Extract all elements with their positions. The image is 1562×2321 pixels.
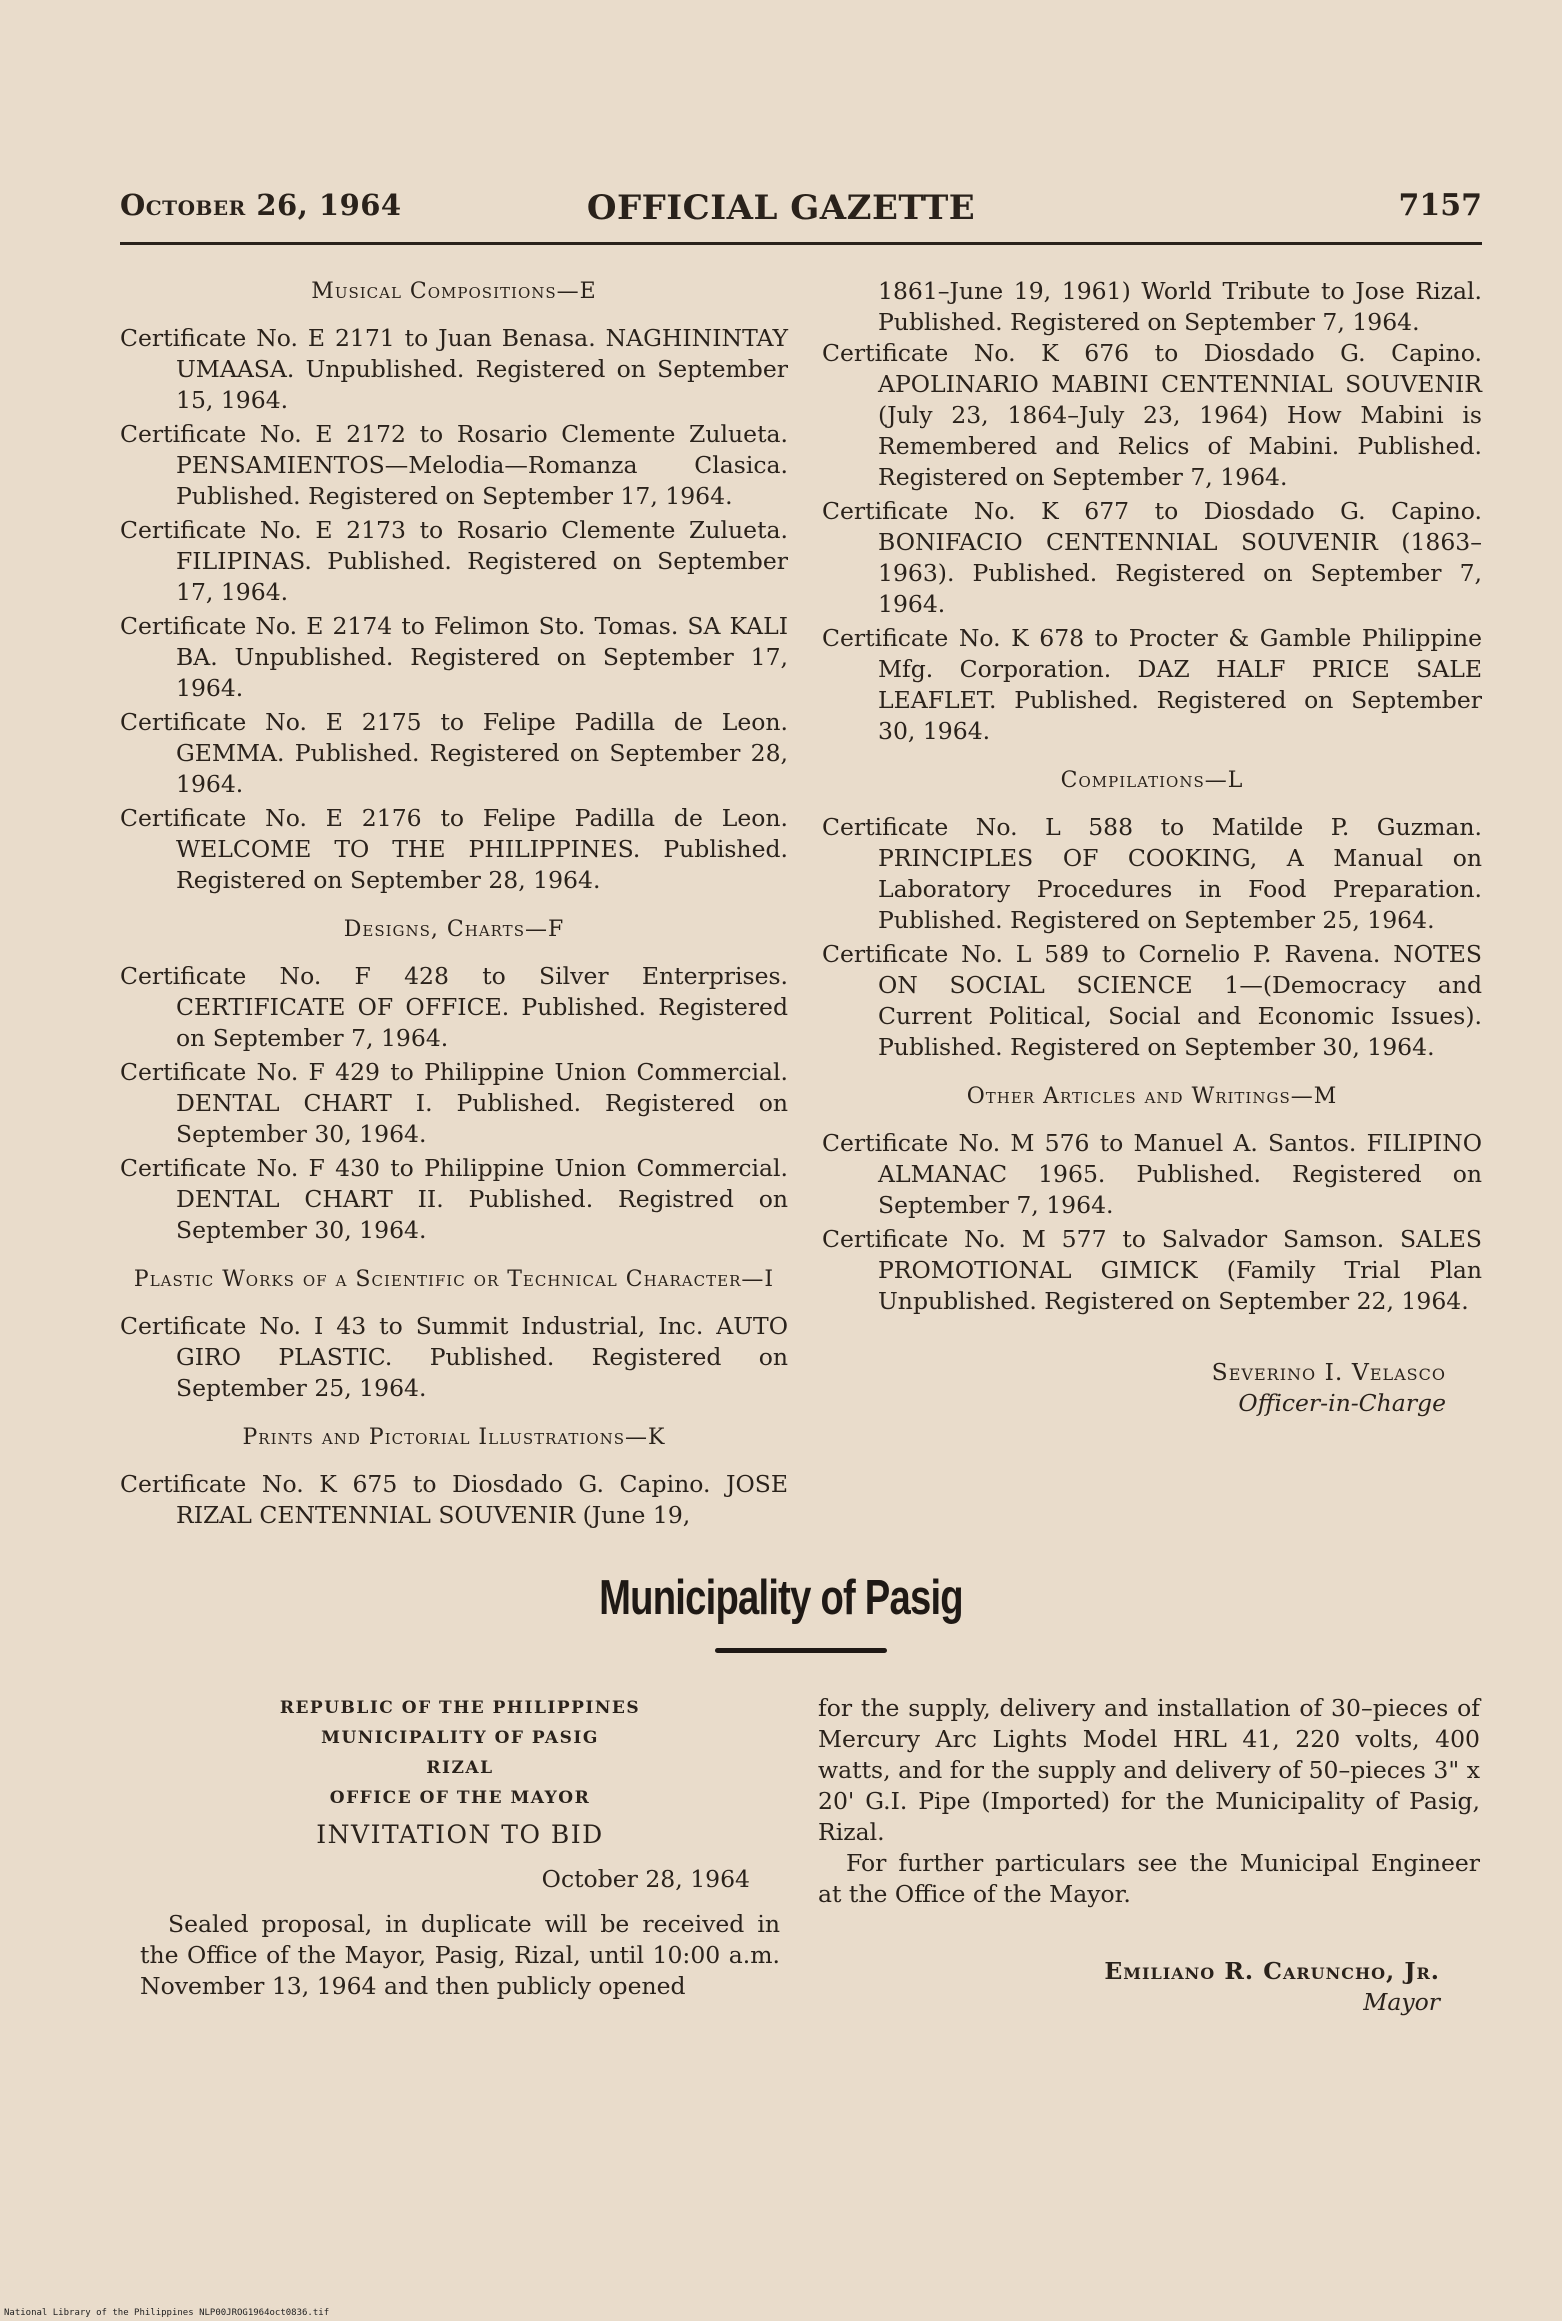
- certificate-entry: Certificate No. E 2176 to Felipe Padilla de Leon. WELCOME TO THE PHILIPPINES. Published. Registered on September 28, 1964.: [120, 804, 788, 894]
- certificate-entry: Certificate No. F 428 to Silver Enterprises. CERTIFICATE OF OFFICE. Published. Registered on September 7, 1964.: [120, 962, 788, 1052]
- municipality-title-rule: [715, 1648, 887, 1653]
- header-rule: [120, 242, 1482, 245]
- section-heading: Plastic Works of a Scientific or Technical Character—I: [133, 1267, 775, 1292]
- municipality-title: Municipality of Pasig: [599, 1571, 963, 1625]
- section-heading: Other Articles and Writings—M: [966, 1084, 1338, 1109]
- certificate-entry: Certificate No. E 2174 to Felimon Sto. Tomas. SA KALI BA. Unpublished. Registered on September 17, 1964.: [120, 612, 788, 702]
- certificate-entry: Certificate No. K 675 to Diosdado G. Capino. JOSE RIZAL CENTENNIAL SOUVENIR (June 19,: [120, 1470, 788, 1529]
- certificate-entry: Certificate No. L 588 to Matilde P. Guzman. PRINCIPLES OF COOKING, A Manual on Laboratory Procedures in Food Preparation. Published. Registered on September 25, 1964.: [822, 813, 1482, 934]
- header-title: OFFICIAL GAZETTE: [586, 188, 976, 228]
- bid-paragraph: For further particulars see the Municipal Engineer at the Office of the Mayor.: [818, 1849, 1480, 1908]
- signatory-role: Officer-in-Charge: [1238, 1389, 1446, 1417]
- section-heading: Prints and Pictorial Illustrations—K: [242, 1425, 666, 1450]
- signatory-name: Severino I. Velasco: [1211, 1358, 1446, 1386]
- letterhead-line: RIZAL: [426, 1758, 494, 1778]
- section-heading: Musical Compositions—E: [311, 279, 597, 304]
- bid-left-column: [140, 1693, 780, 2002]
- bid-right-column: [818, 1693, 1480, 2018]
- header-page-number: 7157: [1398, 188, 1482, 223]
- bid-paragraph: Sealed proposal, in duplicate will be received in the Office of the Mayor, Pasig, Rizal, until 10:00 a.m. November 13, 1964 and then publicly opened: [140, 1910, 780, 2000]
- certificate-entry: Certificate No. K 677 to Diosdado G. Capino. BONIFACIO CENTENNIAL SOUVENIR (1863–1963). Published. Registered on September 7, 1964.: [822, 497, 1482, 618]
- continued-entry: 1861–June 19, 1961) World Tribute to Jose Rizal. Published. Registered on September 7, 1964.: [878, 277, 1482, 336]
- notice-title: INVITATION TO BID: [316, 1820, 604, 1849]
- mayor-name: Emiliano R. Caruncho, Jr.: [1104, 1957, 1440, 1985]
- section-heading: Designs, Charts—F: [343, 917, 565, 942]
- certificate-entry: Certificate No. F 429 to Philippine Union Commercial. DENTAL CHART I. Published. Registered on September 30, 1964.: [120, 1058, 788, 1148]
- bid-paragraph-continued: for the supply, delivery and installation of 30–pieces of Mercury Arc Lights Model HRL 41, 220 volts, 400 watts, and for the supply and delivery of 50–pieces 3" x 20' G.I. Pipe (Imported) for the Municipality of Pasig, Rizal.: [818, 1694, 1480, 1846]
- right-column: [822, 276, 1482, 1419]
- letterhead-line: REPUBLIC OF THE PHILIPPINES: [279, 1698, 641, 1718]
- certificate-entry: Certificate No. K 676 to Diosdado G. Capino. APOLINARIO MABINI CENTENNIAL SOUVENIR (July 23, 1864–July 23, 1964) How Mabini is Remembered and Relics of Mabini. Published. Registered on September 7, 1964.: [822, 339, 1482, 491]
- header-date: October 26, 1964: [120, 188, 402, 222]
- scan-footer: National Library of the Philippines NLP00JROG1964oct0836.tif: [4, 2308, 330, 2318]
- certificate-entry: Certificate No. E 2173 to Rosario Clemente Zulueta. FILIPINAS. Published. Registered on September 17, 1964.: [120, 516, 788, 606]
- certificate-entry: Certificate No. K 678 to Procter & Gamble Philippine Mfg. Corporation. DAZ HALF PRICE SALE LEAFLET. Published. Registered on September 30, 1964.: [822, 624, 1482, 745]
- certificate-entry: Certificate No. E 2171 to Juan Benasa. NAGHININTAY UMAASA. Unpublished. Registered on September 15, 1964.: [120, 324, 788, 414]
- certificate-entry: Certificate No. M 577 to Salvador Samson. SALES PROMOTIONAL GIMICK (Family Trial Plan Unpublished. Registered on September 22, 1964.: [822, 1225, 1482, 1315]
- letterhead-line: OFFICE OF THE MAYOR: [329, 1788, 591, 1808]
- certificate-entry: Certificate No. E 2172 to Rosario Clemente Zulueta. PENSAMIENTOS—Melodia—Romanza Clasica. Published. Registered on September 17, 1964.: [120, 420, 788, 510]
- certificate-entry: Certificate No. L 589 to Cornelio P. Ravena. NOTES ON SOCIAL SCIENCE 1—(Democracy and Current Political, Social and Economic Issues). Published. Registered on September 30, 1964.: [822, 940, 1482, 1061]
- letterhead-line: MUNICIPALITY OF PASIG: [321, 1728, 599, 1748]
- mayor-role: Mayor: [1363, 1988, 1440, 2016]
- section-heading: Compilations—L: [1060, 768, 1244, 793]
- left-column: [120, 276, 788, 1534]
- certificate-entry: Certificate No. M 576 to Manuel A. Santos. FILIPINO ALMANAC 1965. Published. Registered on September 7, 1964.: [822, 1129, 1482, 1219]
- certificate-entry: Certificate No. I 43 to Summit Industrial, Inc. AUTO GIRO PLASTIC. Published. Registered on September 25, 1964.: [120, 1312, 788, 1402]
- certificate-entry: Certificate No. F 430 to Philippine Union Commercial. DENTAL CHART II. Published. Registred on September 30, 1964.: [120, 1154, 788, 1244]
- notice-date: October 28, 1964: [541, 1865, 750, 1893]
- certificate-entry: Certificate No. E 2175 to Felipe Padilla de Leon. GEMMA. Published. Registered on September 28, 1964.: [120, 708, 788, 798]
